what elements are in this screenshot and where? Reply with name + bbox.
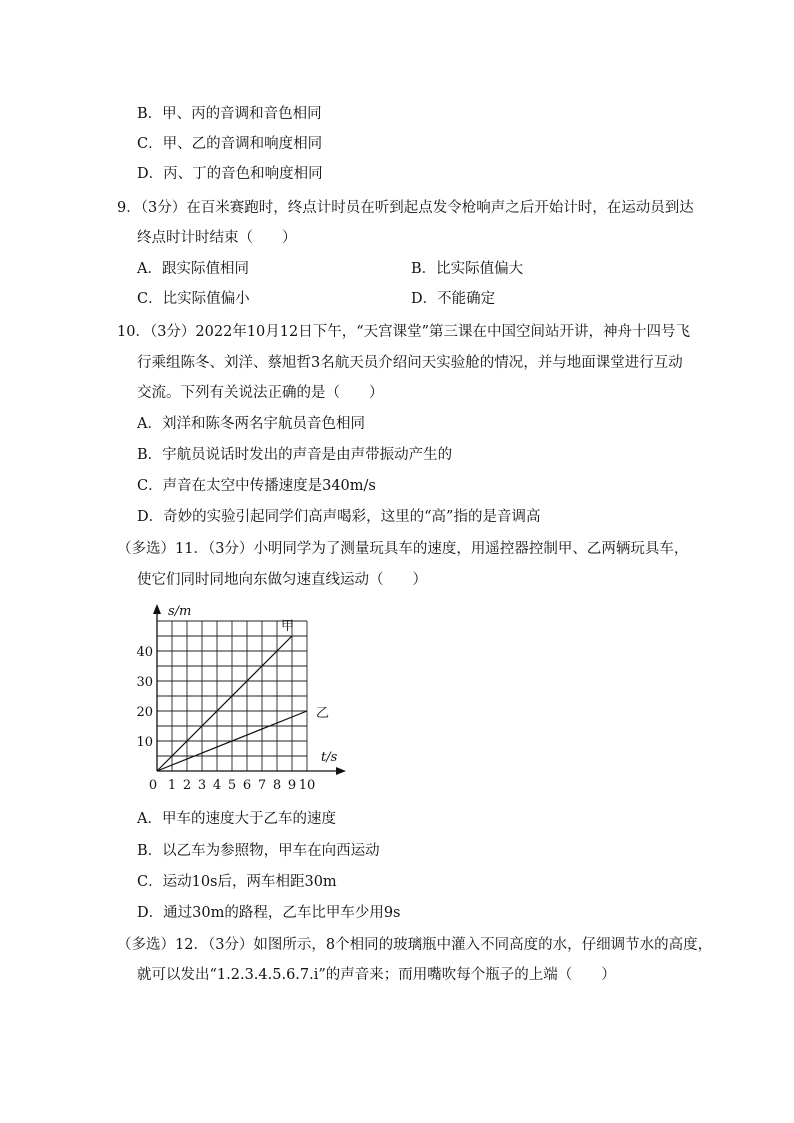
y-axis-label: s/m [168, 604, 192, 619]
q9-option-d: D．不能确定 [411, 291, 496, 307]
q8-option-d: D．丙、丁的音色和响度相同 [137, 166, 323, 182]
q9-option-a: A．跟实际值相同 [137, 261, 249, 277]
series-label-yi: 乙 [316, 706, 330, 721]
x-tick-label: 0 [148, 778, 158, 793]
q11-option-b: B．以乙车为参照物，甲车在向西运动 [137, 843, 380, 859]
q11-option-c: C．运动10s后，两车相距30m [137, 874, 337, 890]
distance-time-graph [130, 596, 370, 802]
q10-stem-line-3: 交流。下列有关说法正确的是（ ） [137, 385, 384, 401]
q11-option-d: D．通过30m的路程，乙车比甲车少用9s [137, 905, 401, 921]
x-tick-label: 10 [298, 778, 316, 793]
q11-option-a: A．甲车的速度大于乙车的速度 [137, 811, 336, 827]
x-tick-label: 5 [227, 778, 237, 793]
x-tick-label: 4 [212, 778, 222, 793]
x-tick-label: 3 [197, 778, 207, 793]
y-tick-label: 10 [136, 735, 153, 750]
series-line-jia [157, 636, 292, 771]
q9-stem-line-2: 终点时计时结束（ ） [137, 230, 297, 246]
q10-stem-line-2: 行乘组陈冬、刘洋、蔡旭哲3名航天员介绍问天实验舱的情况，并与地面课堂进行互动 [137, 355, 683, 371]
q10-option-b: B．宇航员说话时发出的声音是由声带振动产生的 [137, 447, 453, 463]
q12-stem-line-1: （多选）12．（3分）如图所示，8个相同的玻璃瓶中灌入不同高度的水，仔细调节水的高度， [117, 937, 713, 953]
q10-option-d: D．奇妙的实验引起同学们高声喝彩，这里的“高”指的是音调高 [137, 509, 541, 525]
x-axis-label: t/s [321, 750, 338, 765]
y-tick-label: 40 [136, 645, 153, 660]
y-axis-arrow [153, 604, 161, 614]
y-tick-label: 30 [136, 675, 153, 690]
x-tick-label: 8 [272, 778, 282, 793]
y-tick-label: 20 [136, 705, 153, 720]
q10-option-a: A．刘洋和陈冬两名宇航员音色相同 [137, 416, 365, 432]
x-tick-label: 6 [242, 778, 252, 793]
q8-option-b: B．甲、丙的音调和音色相同 [137, 106, 322, 122]
x-tick-label: 2 [182, 778, 192, 793]
q10-option-c: C．声音在太空中传播速度是340m/s [137, 478, 376, 494]
q11-stem-line-2: 使它们同时同地向东做匀速直线运动（ ） [137, 572, 427, 588]
x-tick-label: 9 [287, 778, 297, 793]
q8-option-c: C．甲、乙的音调和响度相同 [137, 136, 323, 152]
q11-stem-line-1: （多选）11．（3分）小明同学为了测量玩具车的速度，用遥控器控制甲、乙两辆玩具车， [117, 541, 689, 557]
q9-stem-line-1: 9．（3分）在百米赛跑时，终点计时员在听到起点发令枪响声之后开始计时，在运动员到达 [117, 200, 694, 216]
q10-stem-line-1: 10．（3分）2022年10月12日下午，“天宫课堂”第三课在中国空间站开讲，神舟十四号飞 [117, 324, 691, 340]
q12-stem-line-2: 就可以发出“1.2.3.4.5.6.7.i”的声音来；而用嘴吹每个瓶子的上端（ ） [137, 967, 616, 983]
x-tick-label: 1 [167, 778, 177, 793]
graph-axes [153, 604, 346, 775]
x-axis-arrow [336, 767, 346, 775]
series-label-jia: 甲 [281, 619, 295, 634]
q9-option-b: B．比实际值偏大 [411, 261, 524, 277]
q9-option-c: C．比实际值偏小 [137, 291, 250, 307]
x-tick-label: 7 [257, 778, 267, 793]
